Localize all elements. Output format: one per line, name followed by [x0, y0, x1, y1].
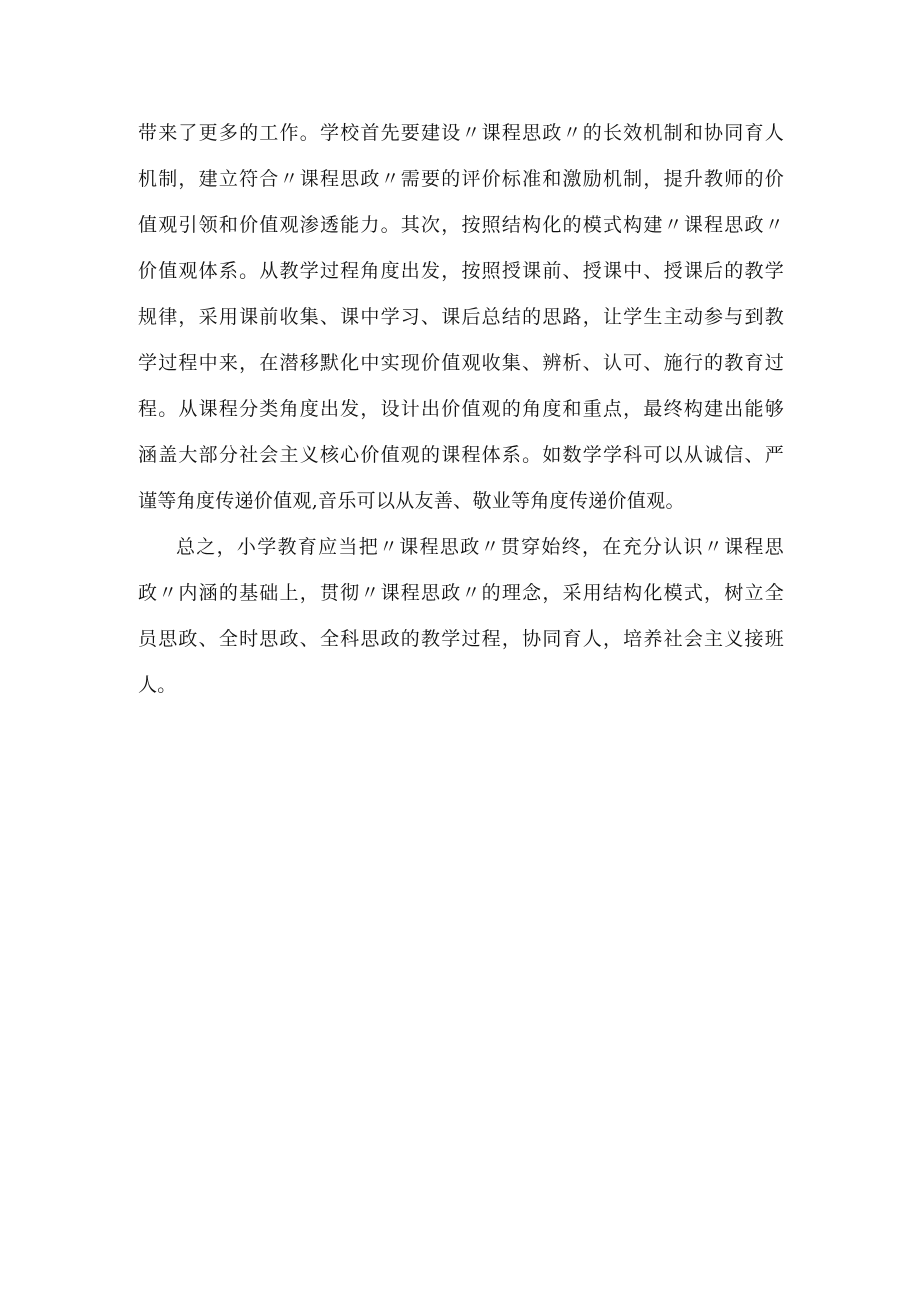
text-line: 价值观体系。从教学过程角度出发，按照授课前、授课中、授课后的教学 [138, 260, 784, 282]
paragraph-1 [138, 110, 784, 524]
document-body [138, 110, 784, 708]
text-line: 学过程中来，在潜移默化中实现价值观收集、辨析、认可、施行的教育过 [138, 352, 784, 374]
text-line: 谨等角度传递价值观,音乐可以从友善、敬业等角度传递价值观。 [138, 490, 685, 512]
text-line: 值观引领和价值观渗透能力。其次，按照结构化的模式构建〃课程思政〃 [138, 214, 784, 236]
text-line: 程。从课程分类角度出发，设计出价值观的角度和重点，最终构建出能够 [138, 398, 784, 420]
text-line: 涵盖大部分社会主义核心价值观的课程体系。如数学学科可以从诚信、严 [138, 444, 784, 466]
text-line: 员思政、全时思政、全科思政的教学过程，协同育人，培养社会主义接班 [138, 628, 784, 650]
text-line: 规律，采用课前收集、课中学习、课后总结的思路，让学生主动参与到教 [138, 306, 784, 328]
text-line: 政〃内涵的基础上，贯彻〃课程思政〃的理念，采用结构化模式，树立全 [138, 582, 784, 604]
text-line: 带来了更多的工作。学校首先要建设〃课程思政〃的长效机制和协同育人 [138, 122, 784, 144]
text-line: 总之，小学教育应当把〃课程思政〃贯穿始终，在充分认识〃课程思 [176, 536, 784, 558]
text-line: 机制，建立符合〃课程思政〃需要的评价标准和激励机制，提升教师的价 [138, 168, 784, 190]
paragraph-2 [138, 524, 784, 708]
text-line: 人。 [138, 674, 177, 696]
